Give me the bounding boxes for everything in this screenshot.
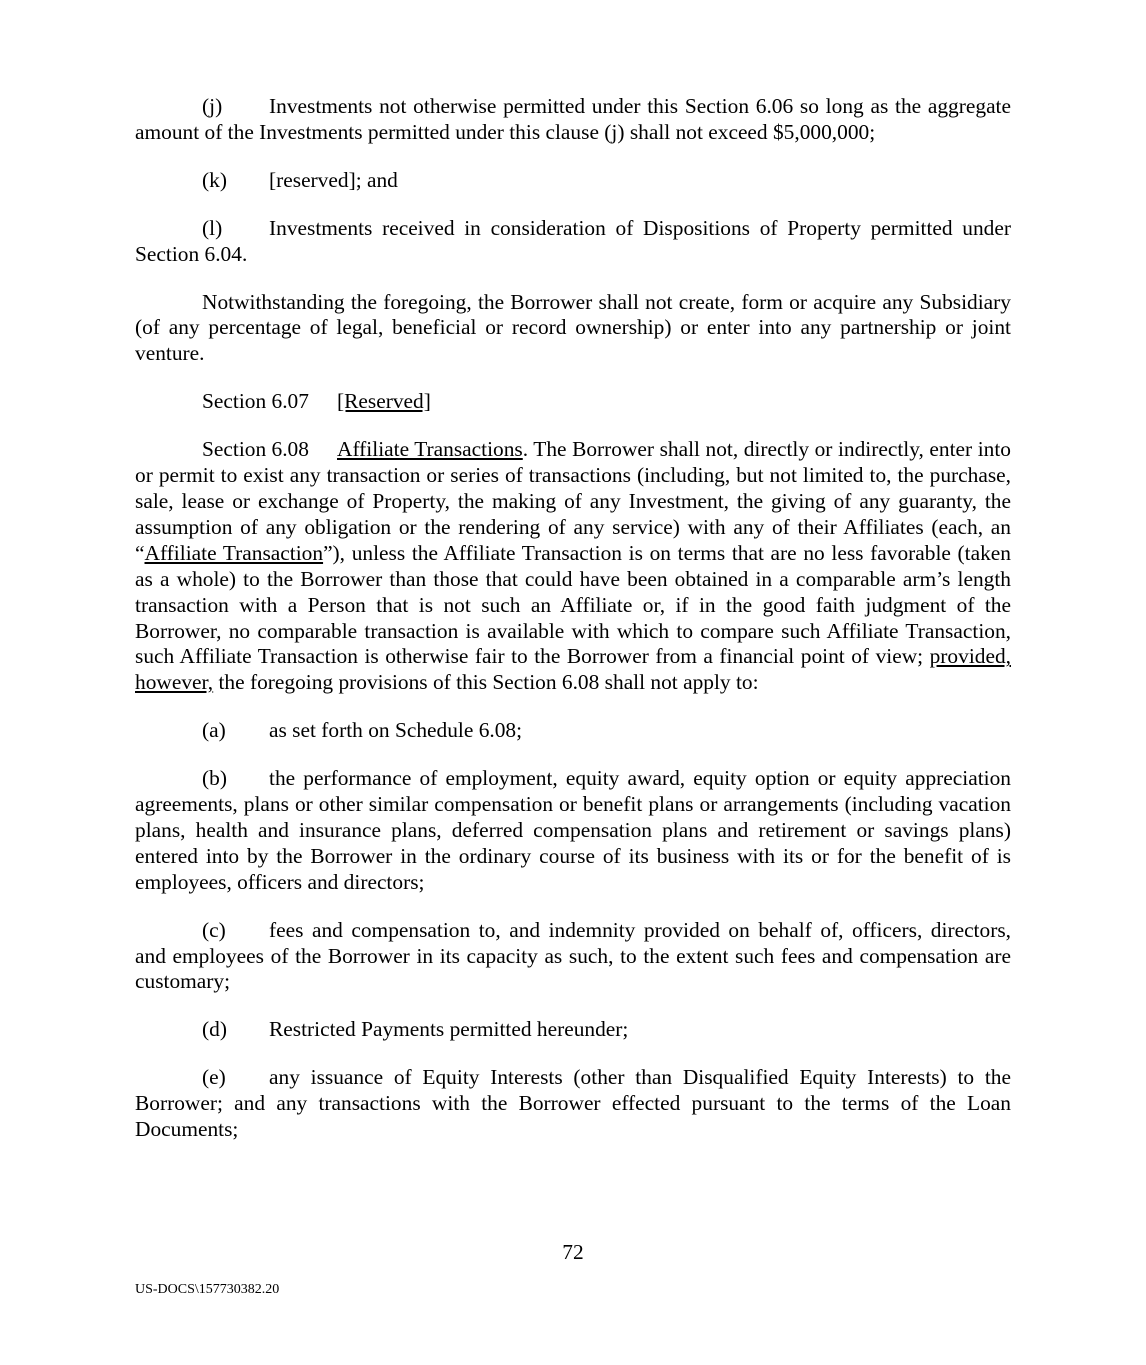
clause-label: (a): [202, 718, 226, 743]
page-number: 72: [562, 1240, 584, 1264]
clause-label: (k): [202, 167, 227, 192]
defined-term: Affiliate Transaction: [144, 540, 324, 565]
clause-label: (l): [202, 215, 223, 240]
clause-label: (j): [202, 94, 223, 118]
section-text: the foregoing provisions of this Section 6.08 shall not apply to:: [213, 670, 759, 695]
clause-c: [135, 918, 1011, 996]
clause-label: (e): [202, 1065, 226, 1090]
clause-text: Investments received in consideration of Dispositions of Property permitted under Section 6.04.: [135, 215, 1011, 266]
notwithstanding-paragraph: Notwithstanding the foregoing, the Borrower shall not create, form or acquire any Subsidiary (of any percentage of legal, beneficial or record ownership) or enter into any partnership or joint venture.: [135, 289, 1011, 366]
clause-a: [135, 718, 1011, 744]
clause-l: [135, 216, 1011, 268]
section-6-07-heading: [135, 389, 1011, 415]
clause-label: (c): [202, 917, 226, 942]
clause-text: fees and compensation to, and indemnity provided on behalf of, officers, directors, and employees of the Borrower in its capacity as such, to the extent such fees and compensation are customary;: [135, 917, 1011, 994]
section-title: Affiliate Transactions: [337, 437, 523, 462]
document-body: [135, 94, 1011, 1165]
clause-text: [reserved]; and: [269, 167, 398, 192]
section-title: [Reserved]: [337, 389, 431, 414]
clause-label: (d): [202, 1017, 227, 1042]
section-text: The Borrower shall not, directly or indirectly, enter into or permit to exist any transaction or series of transactions (including, but not limited to, the purchase, sale, lease or exchange of Property, the making of any Investment, the giving of any guaranty, the assumption of any obligation or the rendering of any service) with any of their Affiliates (each, an “: [135, 437, 1011, 565]
proviso-phrase: provided, however,: [135, 644, 1011, 695]
clause-text: Investments not otherwise permitted under this Section 6.06 so long as the aggregate amount of the Investments permitted under this clause (j) shall not exceed $5,000,000;: [135, 94, 1011, 144]
section-number: Section 6.07: [202, 389, 309, 414]
clause-j: [135, 94, 1011, 146]
clause-k: [135, 168, 1011, 194]
clause-b: [135, 766, 1011, 896]
clause-text: Restricted Payments permitted hereunder;: [269, 1017, 629, 1042]
document-id: US-DOCS\157730382.20: [135, 1282, 280, 1297]
section-text: ”), unless the Affiliate Transaction is on terms that are no less favorable (taken as a whole) to the Borrower than those that could have been obtained in a comparable arm’s length transaction with a Person that is not such an Affiliate or, if in the good faith judgment of the Borrower, no comparable transaction is available with which to compare such Affiliate Transaction, such Affiliate Transaction is otherwise fair to the Borrower from a financial point of view;: [135, 540, 1011, 669]
clause-d: [135, 1017, 1011, 1043]
clause-text: as set forth on Schedule 6.08;: [269, 718, 523, 743]
section-6-08-paragraph: [135, 437, 1011, 696]
clause-text: any issuance of Equity Interests (other than Disqualified Equity Interests) to the Borrower; and any transactions with the Borrower effected pursuant to the terms of the Loan Documents;: [135, 1065, 1011, 1142]
clause-e: [135, 1065, 1011, 1143]
section-number: Section 6.08: [202, 437, 309, 462]
section-title-punct: .: [522, 437, 529, 462]
clause-label: (b): [202, 766, 227, 791]
clause-text: the performance of employment, equity award, equity option or equity appreciation agreements, plans or other similar compensation or benefit plans or arrangements (including vacation plans, health and insurance plans, deferred compensation plans and retirement or savings plans) entered into by the Borrower in the ordinary course of its business with its or for the benefit of is employees, officers and directors;: [135, 766, 1011, 894]
